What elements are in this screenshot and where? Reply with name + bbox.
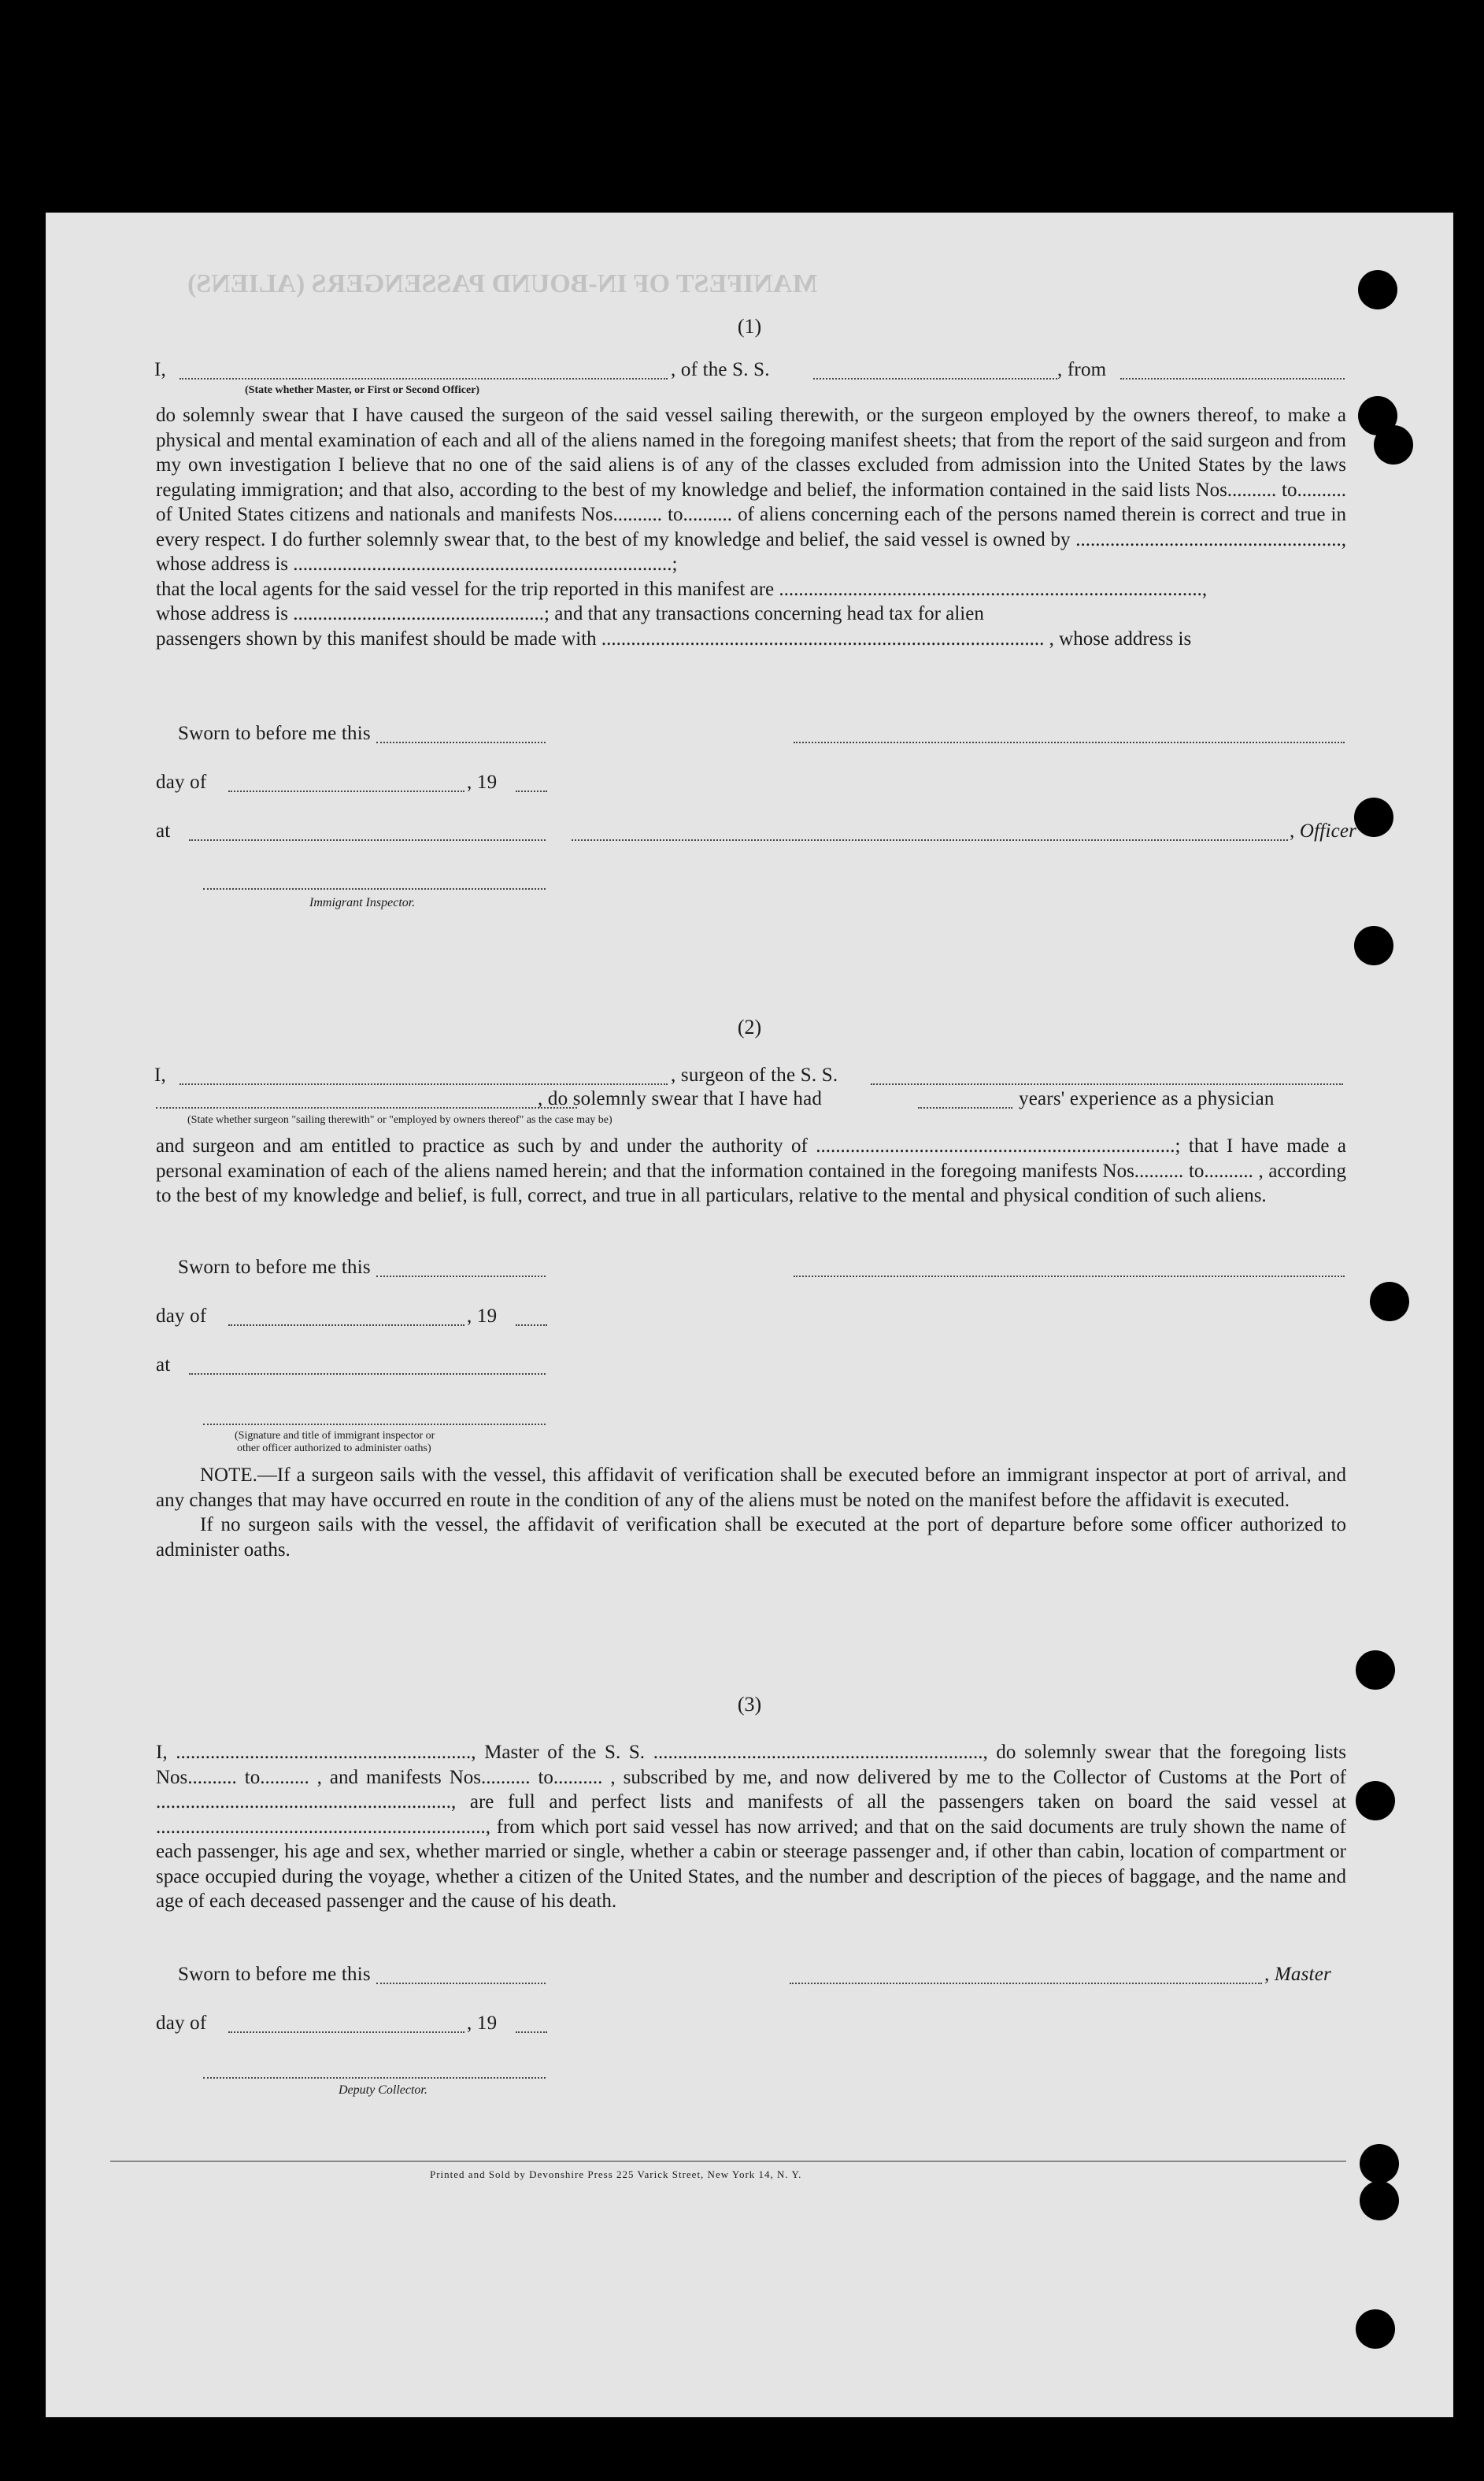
s1-officer-rank-field[interactable]: [179, 378, 668, 380]
s2-year-field[interactable]: [516, 1324, 547, 1326]
punch-hole: [1356, 2309, 1395, 2349]
s2-oath-paragraph: [156, 1134, 1346, 1209]
punch-hole: [1374, 425, 1413, 465]
s2-at-field[interactable]: [189, 1373, 546, 1375]
s2-i-label: I,: [154, 1065, 166, 1086]
s1-sworn-label: Sworn to before me this: [178, 723, 371, 744]
section-3-number: (3): [737, 1693, 762, 1716]
punch-hole: [1370, 1282, 1409, 1321]
s1-year-field[interactable]: [516, 791, 547, 792]
s3-master-label: , Master: [1264, 1964, 1331, 1985]
section-2-number: (2): [737, 1016, 762, 1039]
section-1-number: (1): [737, 315, 762, 338]
s1-oath-text: do solemnly swear that I have caused the surgeon of the said vessel sailing therewith, or the surgeon employed by the owners thereof, to make a physical and mental examination of each and all of the aliens named in the foregoing manifest sheets; that from the report of the said surgeon and from my own investigation I believe that no one of the said aliens is of any of the classes excluded from admission into the United States by the laws regulating immigration; and that also, according to the best of my knowledge and belief, the information contained in the said lists Nos.......... to.......... of United States citizens and nationals and manifests Nos.......... to.......... of aliens concerning each of the persons named therein is correct and true in every respect. I do further solemnly swear that, to the best of my knowledge and belief, the said vessel is owned by ......................................................, whose address is .............................................................................;: [156, 405, 1346, 575]
s2-status-caption: (State whether surgeon "sailing therewith" or "employed by owners thereof" as the case may be): [187, 1114, 612, 1126]
s1-passengers-line: passengers shown by this manifest should be made with .......................................................................................... , whose address is: [156, 628, 1192, 650]
s2-month-field[interactable]: [228, 1324, 464, 1326]
s1-of-ss-label: , of the S. S.: [671, 359, 770, 380]
s1-inspector-signature-field[interactable]: [203, 888, 546, 890]
s2-at-label: at: [156, 1354, 171, 1376]
s3-sworn-day-field[interactable]: [376, 1983, 546, 1984]
punch-hole: [1358, 270, 1397, 309]
s1-inspector-caption: Immigrant Inspector.: [309, 896, 416, 909]
s3-collector-caption: Deputy Collector.: [339, 2083, 427, 2097]
printer-imprint: Printed and Sold by Devonshire Press 225 Varick Street, New York 14, N. Y.: [430, 2168, 802, 2180]
s1-sworn-day-field[interactable]: [376, 742, 546, 743]
s2-surgeon-label: , surgeon of the S. S.: [671, 1065, 838, 1086]
punch-hole: [1354, 798, 1393, 837]
s2-sig-caption-2: other officer authorized to administer oaths): [237, 1442, 431, 1454]
s2-years-field[interactable]: [918, 1107, 1012, 1109]
s2-note: [156, 1463, 1346, 1562]
punch-hole: [1356, 1781, 1395, 1820]
punch-hole: [1356, 1650, 1395, 1690]
s3-year-field[interactable]: [516, 2031, 547, 2033]
s2-vessel-field[interactable]: [871, 1083, 1343, 1085]
s1-year-label: , 19: [467, 772, 498, 793]
form-page: [46, 213, 1453, 2417]
s1-officer-signature-field[interactable]: [794, 742, 1345, 743]
s1-at-field[interactable]: [189, 839, 546, 841]
s2-swear-label: , do solemnly swear that I have had: [538, 1088, 823, 1109]
s3-sworn-label: Sworn to before me this: [178, 1964, 371, 1985]
s3-day-of-label: day of: [156, 2013, 207, 2034]
s2-year-label: , 19: [467, 1305, 498, 1327]
ghost-header: MANIFEST OF IN-BOUND PASSENGERS (ALIENS): [187, 269, 818, 298]
s2-years-label: years' experience as a physician: [1019, 1088, 1275, 1109]
s1-vessel-field[interactable]: [813, 378, 1057, 380]
s3-oath-text: I, ............................................................, Master of the S. S. ..................................................................., do solemnly swear that the foregoing lists Nos.......... to.......... , and manifests Nos.......... to.......... , subscribed by me, and now delivered by me to the Collector of Customs at the Port of ............................................................, are full and perfect lists and manifests of all the passengers taken on board the said vessel at ..................................................................., from which port said vessel has now arrived; and that on the said documents are truly shown the name of each passenger, his age and sex, whether married or single, whether a cabin or steerage passenger and, if other than cabin, location of compartment or space occupied during the voyage, whether a citizen of the United States, and the number and description of the pieces of baggage, and the name and age of each deceased passenger and the cause of his death.: [156, 1742, 1346, 1912]
s1-address-line: whose address is ...................................................; and that any transactions concerning head tax for alien: [156, 603, 984, 624]
s2-sig-caption-1: (Signature and title of immigrant inspector or: [235, 1430, 435, 1442]
footer-rule: [110, 2161, 1346, 2162]
s1-at-label: at: [156, 820, 171, 842]
punch-hole: [1360, 2144, 1399, 2183]
s1-day-of-label: day of: [156, 772, 207, 793]
s2-sworn-label: Sworn to before me this: [178, 1257, 371, 1278]
s1-from-label: , from: [1057, 359, 1107, 380]
s2-inspector-signature-field[interactable]: [203, 1424, 546, 1425]
s3-master-signature-field[interactable]: [790, 1983, 1262, 1984]
s3-month-field[interactable]: [228, 2031, 464, 2033]
s2-note-1: NOTE.—If a surgeon sails with the vessel, this affidavit of verification shall be executed before an immigrant inspector at port of arrival, and any changes that may have occurred en route in the condition of any of the aliens must be noted on the manifest before the affidavit is executed.: [156, 1465, 1346, 1511]
s2-note-2: If no surgeon sails with the vessel, the affidavit of verification shall be executed at the port of departure before some officer authorized to administer oaths.: [156, 1514, 1346, 1561]
s2-surgeon-signature-field[interactable]: [794, 1276, 1345, 1277]
s1-from-field[interactable]: [1120, 378, 1345, 380]
s1-rank-caption: (State whether Master, or First or Second Officer): [245, 384, 480, 396]
s1-agents-line: that the local agents for the said vessel for the trip reported in this manifest are ......................................................................................,: [156, 578, 1208, 600]
s2-day-of-label: day of: [156, 1305, 207, 1327]
s1-oath-paragraph: [156, 403, 1346, 651]
punch-hole: [1360, 2181, 1399, 2220]
s1-officer-field[interactable]: [572, 839, 1288, 841]
s3-oath-paragraph: [156, 1740, 1346, 1914]
s2-surgeon-name-field[interactable]: [179, 1083, 668, 1085]
s3-year-label: , 19: [467, 2013, 498, 2034]
s2-status-field[interactable]: [156, 1107, 577, 1109]
s1-month-field[interactable]: [228, 791, 464, 792]
punch-hole: [1354, 926, 1393, 965]
s2-sworn-day-field[interactable]: [376, 1276, 546, 1277]
s1-officer-label: , Officer: [1290, 820, 1357, 842]
s3-collector-signature-field[interactable]: [203, 2077, 546, 2079]
s2-oath-text: and surgeon and am entitled to practice as such by and under the authority of .........................................................................; that I have made a personal examination of each of the aliens named herein; and that the information contained in the foregoing manifests Nos.......... to.......... , according to the best of my knowledge and belief, is full, correct, and true in all particulars, relative to the mental and physical condition of such aliens.: [156, 1135, 1346, 1206]
s1-i-label: I,: [154, 359, 166, 380]
